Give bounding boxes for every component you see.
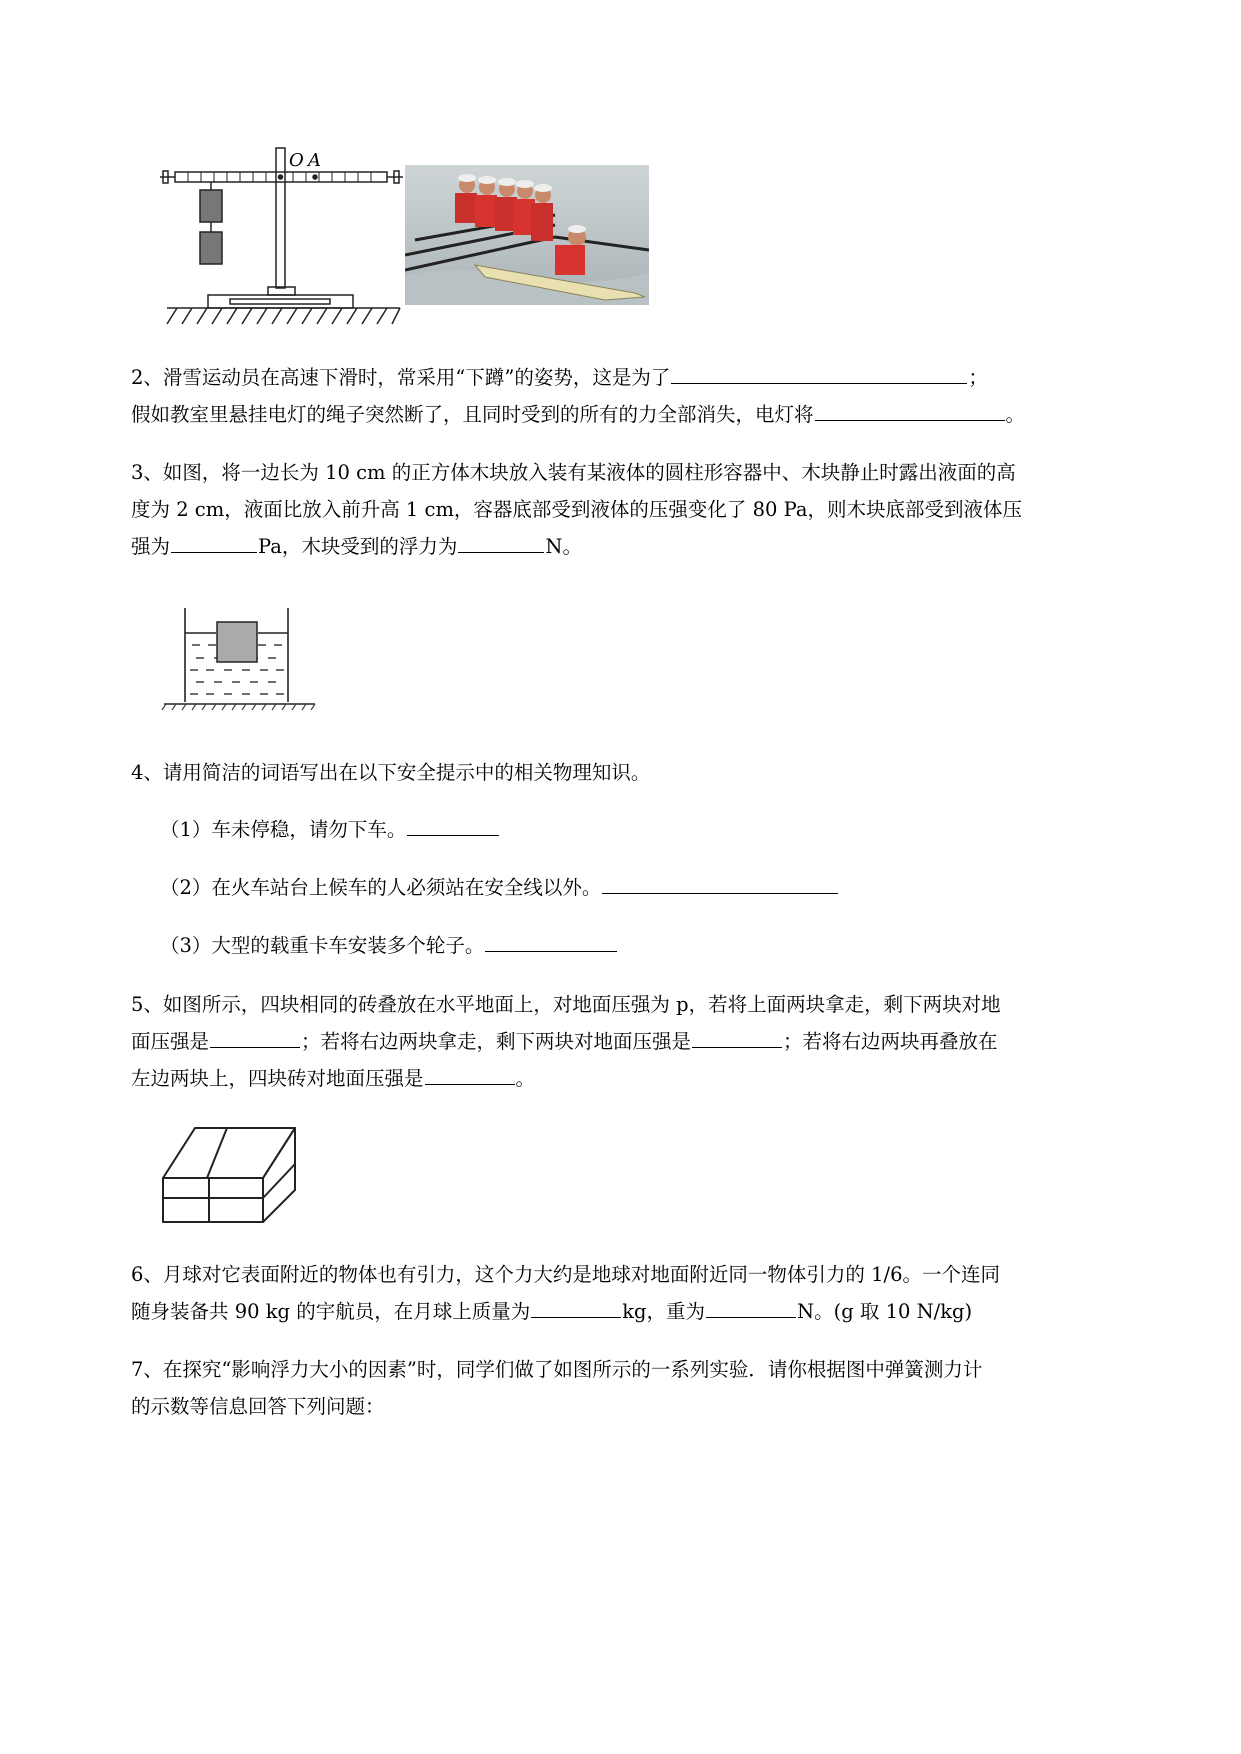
ground-hatch bbox=[167, 308, 400, 324]
q6-blank-2[interactable] bbox=[706, 1299, 796, 1318]
q5-line2: 面压强是 ；若将右边两块拿走，剩下两块对地面压强是 ；若将右边两块再叠放在 bbox=[131, 1030, 998, 1053]
q7-line2: 的示数等信息回答下列问题： bbox=[131, 1395, 385, 1418]
q7-line1: 7、在探究“影响浮力大小的因素”时，同学们做了如图所示的一系列实验．请你根据图中弹簧测力计 bbox=[131, 1358, 983, 1381]
q4-blank-2[interactable] bbox=[602, 875, 838, 894]
q2-line2: 假如教室里悬挂电灯的绳子突然断了，且同时受到的所有的力全部消失，电灯将 。 bbox=[131, 403, 1026, 426]
q4-blank-1[interactable] bbox=[407, 817, 499, 836]
q4-item2: （2）在火车站台上候车的人必须站在安全线以外。 bbox=[160, 875, 839, 901]
q5-blank-1[interactable] bbox=[210, 1029, 300, 1048]
q5-line1: 5、如图所示，四块相同的砖叠放在水平地面上，对地面压强为 p，若将上面两块拿走，剩下两块对地 bbox=[131, 993, 1001, 1016]
q2-line1: 2、滑雪运动员在高速下滑时，常采用“下蹲”的姿势，这是为了 ； bbox=[131, 366, 988, 389]
lever-figure bbox=[155, 140, 410, 330]
q2-blank-2[interactable] bbox=[815, 402, 1005, 421]
label-A: A bbox=[308, 150, 321, 171]
wood-cube bbox=[217, 622, 257, 662]
q5-line3: 左边两块上，四块砖对地面压强是 。 bbox=[131, 1067, 536, 1090]
q4-stem: 4、请用简洁的词语写出在以下安全提示中的相关物理知识。 bbox=[131, 761, 651, 784]
q3-line2: 度为 2 cm，液面比放入前升高 1 cm，容器底部受到液体的压强变化了 80 Pa，则木块底部受到液体压 bbox=[131, 498, 1023, 521]
q3-line1: 3、如图，将一边长为 10 cm 的正方体木块放入装有某液体的圆柱形容器中、木块静止时露出液面的高 bbox=[131, 461, 1016, 484]
q4-blank-3[interactable] bbox=[485, 933, 617, 952]
rowing-photo bbox=[405, 165, 649, 305]
q5-blank-2[interactable] bbox=[692, 1029, 782, 1048]
bricks-figure bbox=[155, 1120, 303, 1230]
q4-item1: （1）车未停稳，请勿下车。 bbox=[160, 817, 500, 843]
q3-blank-1[interactable] bbox=[171, 534, 257, 553]
container-figure bbox=[160, 600, 320, 715]
q3-blank-2[interactable] bbox=[458, 534, 544, 553]
q4-item3: （3）大型的载重卡车安装多个轮子。 bbox=[160, 933, 618, 959]
q6-line2: 随身装备共 90 kg 的宇航员，在月球上质量为 kg，重为 N。(g 取 10 N/kg) bbox=[131, 1300, 973, 1323]
q3-line3: 强为 Pa，木块受到的浮力为 N。 bbox=[131, 535, 582, 558]
q5-blank-3[interactable] bbox=[425, 1066, 515, 1085]
q6-line1: 6、月球对它表面附近的物体也有引力，这个力大约是地球对地面附近同一物体引力的 1/6。一个连同 bbox=[131, 1263, 1000, 1286]
label-O: O bbox=[289, 150, 304, 171]
q6-blank-1[interactable] bbox=[531, 1299, 621, 1318]
q2-blank-1[interactable] bbox=[671, 365, 967, 384]
